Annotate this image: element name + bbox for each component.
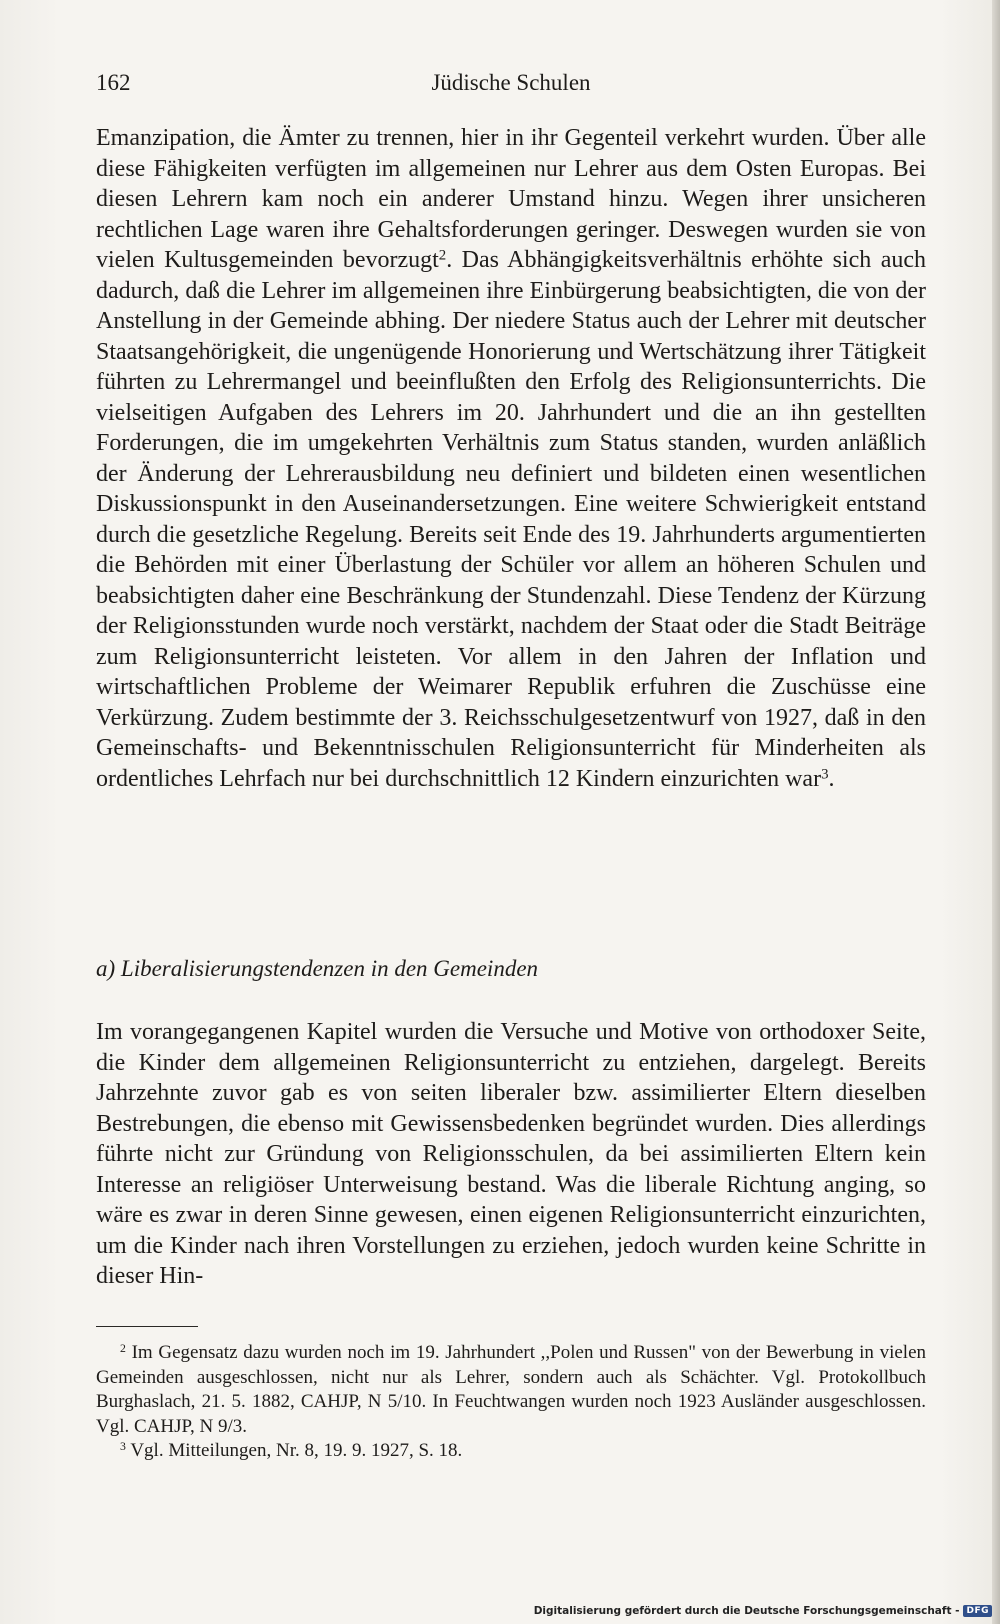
section-heading: a) Liberalisierungstendenzen in den Gemeinden [96, 956, 539, 981]
paragraph-text: Emanzipation, die Ämter zu trennen, hier in ihr Gegenteil verkehrt wurden. Über alle diese Fähigkeiten verfügten im allgemeinen nur Lehrer aus dem Osten Europas. Bei diesen Lehrern kam noch ein anderer Umstand hinzu. Wegen ihrer unsicheren rechtlichen Lage waren ihre Gehaltsforderungen geringer. Deswegen wurden sie von vielen Kultusgemeinden bevorzugt [96, 125, 926, 273]
main-text-block-2 [96, 1017, 926, 1292]
footnote-number: 2 [120, 1342, 126, 1356]
footnote-reference: 3 [821, 766, 829, 783]
footnote-number: 3 [120, 1440, 126, 1454]
main-text-block [96, 123, 926, 794]
footnote-text: Im Gegensatz dazu wurden noch im 19. Jahrhundert ,,Polen und Russen" von der Bewerbung in vielen Gemeinden ausgeschlossen, nicht nur als Lehrer, sondern auch als Schächter. Vgl. Protokollbuch Burghaslach, 21. 5. 1882, CAHJP, N 5/10. In Feuchtwangen wurden noch 1923 Ausländer ausgeschlossen. Vgl. CAHJP, N 9/3. [96, 1342, 927, 1437]
paragraph-text: . Das Abhängigkeitsverhältnis erhöhte sich auch dadurch, daß die Lehrer im allgemeinen ihre Einbürgerung beabsichtigten, die von der Anstellung in der Gemeinde abhing. Der niedere Status auch der Lehrer mit deutscher Staatsangehörigkeit, die ungenügende Honorierung und Wertschätzung ihrer Tätigkeit führten zu Lehrermangel und beeinflußten den Erfolg des Religionsunterrichts. Die vielseitigen Aufgaben des Lehrers im 20. Jahrhundert und die an ihn gestellten Forderungen, die im umgekehrten Verhältnis zum Status standen, wurden anläßlich der Änderung der Lehrerausbildung neu definiert und bildeten einen wesentlichen Diskussionspunkt in den Auseinandersetzungen. Eine weitere Schwierigkeit entstand durch die gesetzliche Regelung. Bereits seit Ende des 19. Jahrhunderts argumentierten die Behörden mit einer Überlastung der Schüler vor allem an höheren Schulen und beabsichtigten daher eine Beschränkung der Stundenzahl. Diese Tendenz der Kürzung der Religionsstunden wurde noch verstärkt, nachdem der Staat oder die Stadt Beiträge zum Religionsunterricht leisteten. Vor allem in den Jahren der Inflation und wirtschaftlichen Probleme der Weimarer Republik erfuhren die Zuschüsse eine Verkürzung. Zudem bestimmte der 3. Reichsschulgesetzentwurf von 1927, daß in den Gemeinschafts- und Bekenntnisschulen Religionsunterricht für Minderheiten als ordentliches Lehrfach nur bei durchschnittlich 12 Kindern einzurichten war [96, 247, 926, 792]
page-spine-shadow [992, 0, 1000, 1624]
page-number: 162 [96, 70, 131, 95]
body-paragraph [96, 123, 926, 794]
paragraph-text: . [828, 765, 835, 792]
footnote [96, 1341, 926, 1439]
footnote-reference: 2 [438, 247, 447, 264]
body-paragraph: Im vorangegangenen Kapitel wurden die Versuche und Motive von orthodoxer Seite, die Kinder dem allgemeinen Religionsunterricht zu entziehen, dargelegt. Bereits Jahrzehnte zuvor gab es von seiten liberaler bzw. assimilierter Eltern dieselben Bestrebungen, die ebenso mit Gewissensbedenken begründet wurden. Dies allerdings führte nicht zur Gründung von Religionsschulen, da bei assimilierten Eltern kein Interesse an religiöser Unterweisung bestand. Was die liberale Richtung anging, so wäre es zwar in deren Sinne gewesen, einen eigenen Religionsunterricht einzurichten, um die Kinder nach ihren Vorstellungen zu erziehen, jedoch wurden keine Schritte in dieser Hin- [96, 1019, 926, 1289]
footnote-divider [96, 1326, 198, 1327]
digitization-notice [534, 1602, 992, 1620]
footnote [96, 1439, 926, 1464]
footnotes [96, 1341, 926, 1464]
dfg-logo-icon: DFG [963, 1605, 992, 1617]
running-title: Jüdische Schulen [431, 70, 591, 95]
page-header [96, 66, 926, 100]
footnote-text: Vgl. Mitteilungen, Nr. 8, 19. 9. 1927, S. 18. [130, 1440, 463, 1461]
digitization-text: Digitalisierung gefördert durch die Deutsche Forschungsgemeinschaft - [533, 1605, 960, 1617]
